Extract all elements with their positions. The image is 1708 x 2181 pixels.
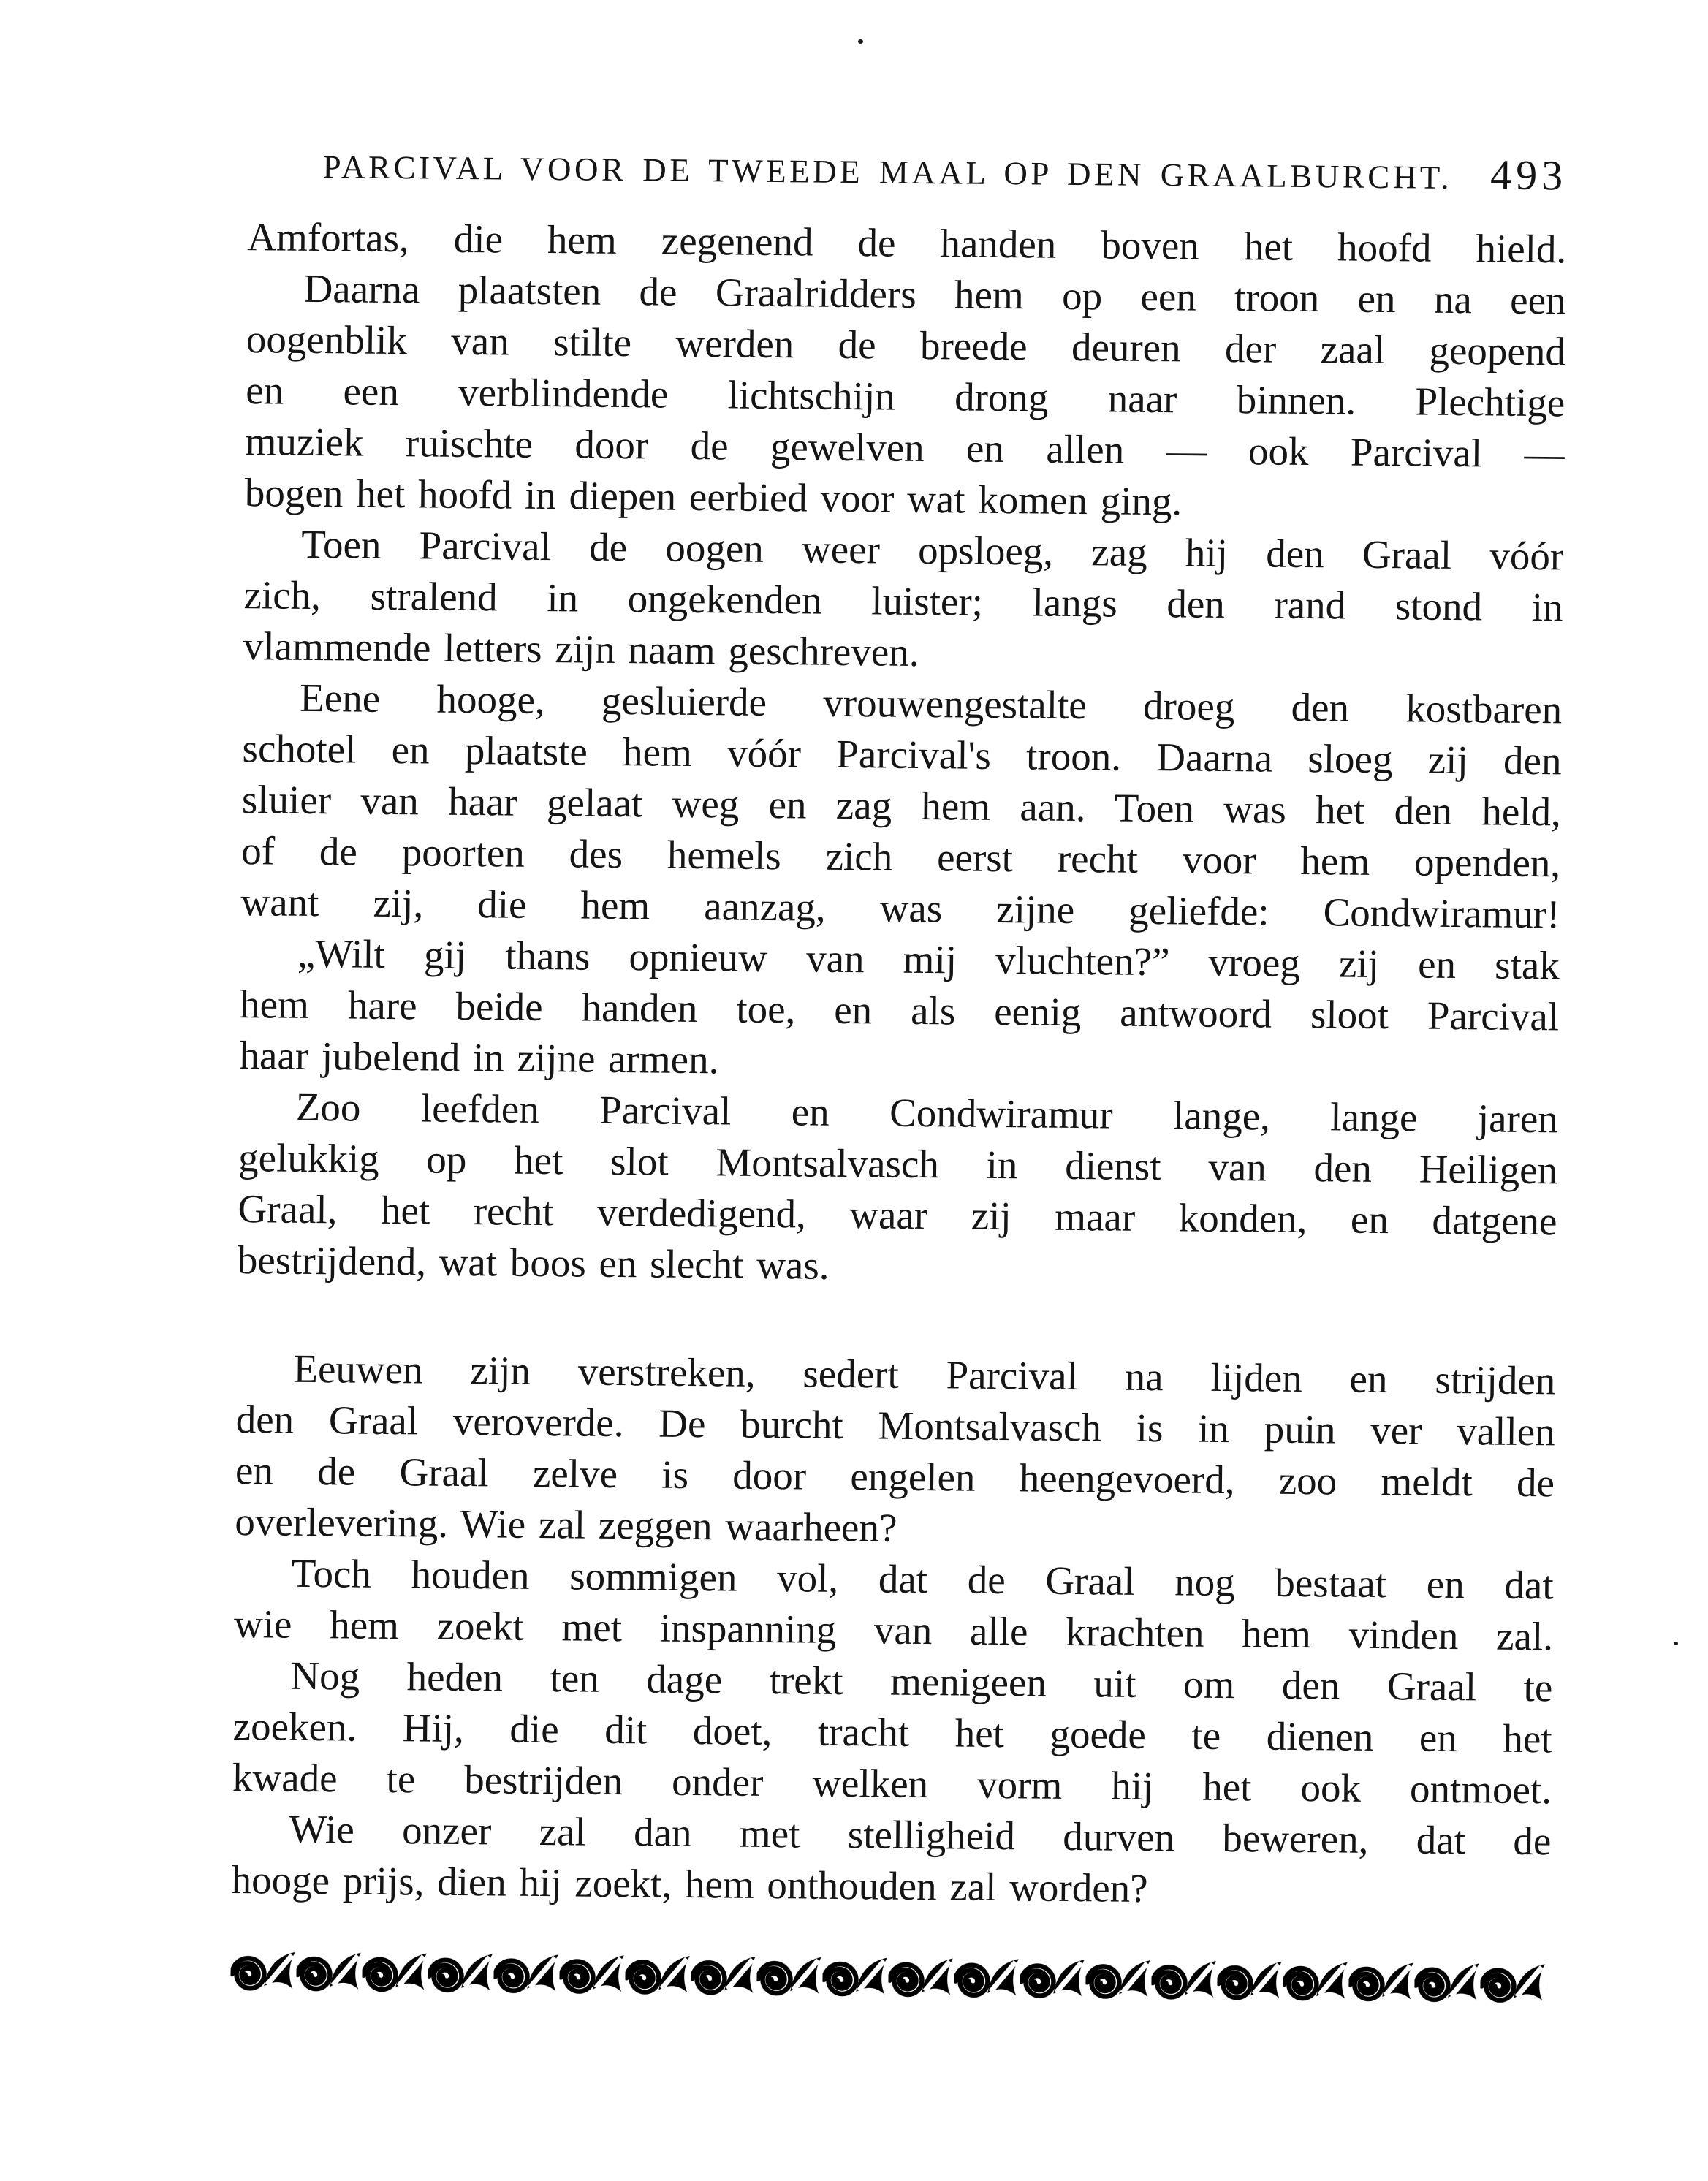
scroll-ornament [230,1948,1546,2007]
scan-speck [858,39,863,44]
running-head-title: PARCIVAL VOOR DE TWEEDE MAAL OP DEN GRAALBURCHT. [322,148,1453,196]
text-line: Toen Parcival de oogen weer opsloeg, zag hij den Graal vóór [300,521,1564,579]
text-line: bestrijdend, wat boos en slecht was. [237,1237,830,1288]
text-line: sluier van haar gelaat weg en zag hem aan. Toen was het den held, [241,777,1562,835]
text-line: muziek ruischte door de gewelven en allen — ook Parcival — [245,419,1565,477]
body-text-block [231,211,1566,1918]
text-line: hem hare beide handen toe, en als eenig antwoord sloot Parcival [239,982,1560,1039]
text-line: overlevering. Wie zal zeggen waarheen? [235,1499,897,1550]
text-line: „Wilt gij thans opnieuw van mij vluchten?” vroeg zij en stak [297,930,1560,988]
text-line: Eeuwen zijn verstreken, sedert Parcival na lijden en strijden [293,1346,1556,1403]
text-line: Nog heden ten dage trekt menigeen uit om den Graal te [290,1653,1553,1710]
text-line: zich, stralend in ongekenden luister; langs den rand stond in [243,572,1563,630]
text-line: zoeken. Hij, die dit doet, tracht het goede te dienen en het [232,1704,1552,1761]
text-line: want zij, die hem aanzag, was zijne geliefde: Condwiramur! [240,879,1560,937]
text-line: haar jubelend in zijne armen. [239,1033,719,1082]
text-line: kwade te bestrijden onder welken vorm hij het ook ontmoet. [232,1755,1552,1813]
text-line: wie hem zoekt met inspanning van alle krachten hem vinden zal. [233,1601,1554,1659]
scan-speck [1674,1642,1678,1645]
text-line: bogen het hoofd in diepen eerbied voor wat komen ging. [244,470,1183,524]
text-line: den Graal veroverde. De burcht Montsalvasch is in puin ver vallen [235,1397,1555,1454]
text-line: Amfortas, die hem zegenend de handen boven het hoofd hield. [247,214,1567,272]
text-line: Toch houden sommigen vol, dat de Graal nog bestaat en dat [291,1550,1554,1608]
page-number: 493 [1489,151,1568,200]
text-line: Eene hooge, gesluierde vrouwengestalte droeg den kostbaren [299,675,1563,732]
running-head [248,138,1568,200]
text-line: gelukkig op het slot Montsalvasch in dienst van den Heiligen [238,1135,1558,1193]
text-line: of de poorten des hemels zich eerst recht voor hem openden, [240,828,1561,886]
text-line: Graal, het recht verdedigend, waar zij maar konden, en datgene [238,1186,1557,1244]
text-line: Zoo leefden Parcival en Condwiramur lange, lange jaren [295,1084,1559,1142]
text-line: hooge prijs, dien hij zoekt, hem onthouden zal worden? [231,1857,1148,1911]
text-line: oogenblik van stilte werden de breede deuren der zaal geopend [246,316,1566,374]
text-line: en de Graal zelve is door engelen heengevoerd, zoo meldt de [235,1448,1555,1506]
text-line: vlammende letters zijn naam geschreven. [243,623,919,675]
text-line: schotel en plaatste hem vóór Parcival's troon. Daarna sloeg zij den [242,726,1562,784]
text-line: en een verblindende lichtschijn drong naar binnen. Plechtige [246,368,1565,425]
text-line: Daarna plaatsten de Graalridders hem op een troon en na een [303,265,1566,323]
text-line: Wie onzer zal dan met stelligheid durven beweren, dat de [289,1806,1552,1864]
scroll-ornament-graphic [230,1948,1546,2007]
